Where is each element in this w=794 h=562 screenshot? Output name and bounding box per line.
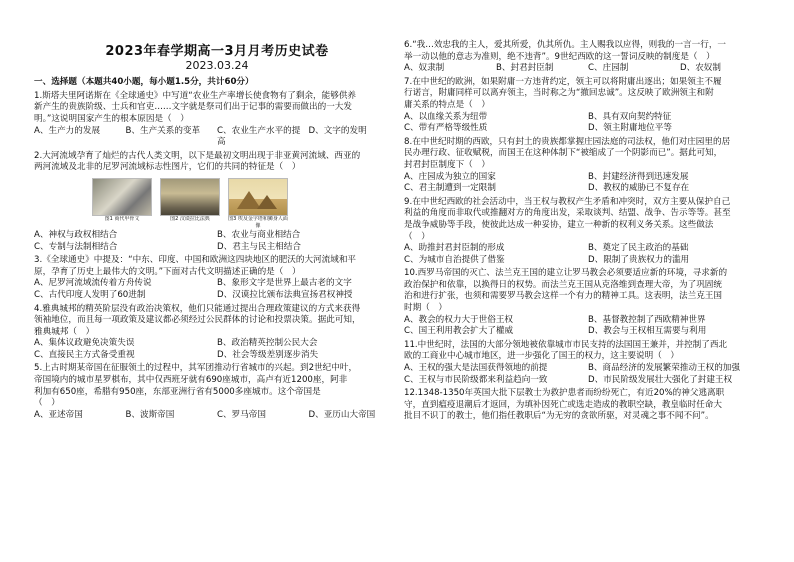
option-c: C、带有严格等级性质 [404, 123, 488, 134]
question-12 [404, 388, 772, 423]
option-a: A、教会的权力大于世俗王权 [404, 314, 514, 325]
options [34, 410, 400, 422]
question-text-line: 庸关系的特点是（ ） [404, 99, 490, 110]
option-c: C、农业生产水平的提高 [217, 125, 301, 148]
options [34, 230, 400, 253]
question-text-line: 欧的工商业中心城市地区，进一步强化了国王的权力，这主要说明（ ） [404, 351, 680, 362]
caption: 图1 商代甲骨文 [104, 215, 140, 222]
question-text-line: 举一动以他的意志为准则，绝不违背”。9世纪西欧的这一誓词反映的制度是（ ） [404, 51, 715, 62]
option-b: B、封建经济得到迅速发展 [588, 171, 689, 182]
option-b: B、象形文字是世界上最古老的文字 [217, 278, 352, 289]
section-heading: 一、选择题（本题共40小题，每小题1.5分，共计60分） [34, 77, 254, 88]
option-b: B、奠定了民主政治的基础 [588, 243, 689, 254]
question-text-line: 新产生的贵族阶级、士兵和官吏……文字就是祭司们出于记事的需要而做出的一大发 [34, 102, 352, 113]
options [34, 338, 400, 361]
question-text-line: 帝国境内的城市星罗棋布，其中仅西班牙就有690座城市，高卢有近1200座，阿非 [34, 375, 348, 386]
option-d: D、君主与民主相结合 [217, 241, 301, 252]
option-c: C、庄园制 [588, 63, 629, 74]
question-text-line: 10.西罗马帝国的灭亡、法兰克王国的建立让罗马教会必须要适应新的环境，寻求新的 [404, 268, 728, 279]
exam-title: 2023年春学期高一3月月考历史试卷 [105, 44, 329, 59]
option-b: B、农业与商业相结合 [217, 229, 301, 240]
question-2 [34, 151, 400, 253]
option-c: C、为城市自治提供了借鉴 [404, 254, 505, 265]
option-b: B、商品经济的发展繁荣推动王权的加强 [588, 363, 740, 374]
option-d: D、限制了贵族权力的滥用 [588, 254, 690, 265]
options [404, 363, 772, 386]
option-c: C、国王利用教会扩大了權威 [404, 326, 514, 337]
question-5 [34, 363, 400, 421]
question-text-line: 领袖地位，而且每一项政策及建议都必须经过公民群体的讨论和投票决策。据此可知， [34, 315, 361, 326]
question-text-line: 政治保护和依靠，以换得日的权势。而法兰克王国从克洛维到查理大帝，为了巩固统 [404, 279, 722, 290]
option-a: A、尼罗河流域流传着方舟传说 [34, 278, 152, 289]
option-b: B、具有双向契约特征 [588, 111, 672, 122]
question-7 [404, 77, 772, 135]
option-c: C、王权与市民阶级都来利益趋向一致 [404, 374, 548, 385]
question-3 [34, 255, 400, 301]
question-8 [404, 137, 772, 195]
question-text-line: 利益的角度而非取代或推翻对方的角度出发，采取谈判、结盟、战争、告示等等。甚至 [404, 208, 731, 219]
question-text-line: 原，孕育了历史上最伟大的文明。”下面对古代文明描述正确的是（ ） [34, 266, 301, 277]
option-a: A、庄园成为独立的国家 [404, 171, 496, 182]
option-b: B、政治精英控制公民大会 [217, 338, 318, 349]
question-text-line: 11.中世纪时，法国的大部分领地被依靠城市市民支持的法国国王兼并，并控制了西北 [404, 339, 728, 350]
image-captions [92, 216, 400, 230]
option-c: C、专制与法制相结合 [34, 241, 118, 252]
question-text-line: 2.大河流域孕育了灿烂的古代人类文明，以下是最初文明出现于非亚黄河流域、西亚的 [34, 150, 361, 161]
question-text-line: 时期（ ） [404, 303, 447, 314]
question-text-line: 9.在中世纪西欧的社会活动中，当王权与教权产生矛盾和冲突时，双方主要从保护自己 [404, 196, 731, 207]
option-c: C、君主制遭到一定限制 [404, 183, 496, 194]
question-text-line: 利加有650座，希腊有950座，东部亚洲行省有5000多座城市。这个帝国是 [34, 386, 321, 397]
option-d: D、社会等级差别逐步消失 [217, 349, 319, 360]
left-column [34, 0, 400, 421]
question-text-line: 是战争威胁等手段，使彼此达成一种妥协，建立一种新的权利义务关系。这些做法 [404, 219, 714, 230]
option-a: A、集体议政避免决策失误 [34, 338, 135, 349]
option-c: C、直接民主方式备受重视 [34, 349, 135, 360]
question-text-line: （ ） [404, 231, 430, 242]
option-a: A、生产力的发展 [34, 125, 101, 136]
options [404, 112, 772, 135]
exam-date: 2023.03.24 [185, 58, 249, 72]
options [34, 126, 400, 149]
option-c: C、古代印度人发明了60进制 [34, 289, 146, 300]
option-b: B、生产关系的变革 [125, 125, 201, 136]
question-text-line: 批目不识丁的教士，他们指任教职后“为无穷的贪欲所驱，对灵魂之事不闻不问”。 [404, 411, 714, 422]
question-11 [404, 340, 772, 386]
option-d: D、市民阶级发展壮大强化了封建王权 [588, 374, 733, 385]
question-text-line: 两河流域及北非的尼罗河流域标志性图片，它们的共同的特征是（ ） [34, 162, 301, 173]
image-row [92, 178, 400, 216]
question-6 [404, 40, 772, 75]
option-d: D、亚历山大帝国 [308, 409, 376, 420]
question-text-line: 6.“我…效忠我的主人，爱其所爱，仇其所仇。主人赐我以应得，则我的一言一行，一 [404, 40, 727, 50]
option-b: B、封君封臣制 [496, 63, 554, 74]
question-text-line: 4.雅典城邦的精英阶层没有政治决策权，他们只能通过提出合理政策建议的方式来获得 [34, 303, 361, 314]
question-text-line: 8.在中世纪时期的西欧，只有封土的贵族都掌握庄园法庭的司法权，他们对庄园里的居 [404, 136, 731, 147]
question-text-line: 12.1348-1350年英国大批下层教士为救护患者而纷纷死亡，有近20%的神父逃离职 [404, 388, 725, 399]
question-text-line: 1.斯塔夫里阿诺斯在《全球通史》中写道“农业生产率增长使食物有了剩余，能够供养 [34, 90, 357, 101]
question-text-line: 民办理行政、征收赋税，而国王在这种体制下“被缩成了一个阴影而已”。据此可知， [404, 148, 723, 159]
options [404, 315, 772, 338]
caption: 图3 埃及金字塔和狮身人面像 [228, 215, 288, 229]
options [404, 63, 772, 75]
option-a: A、助推封君封臣制的形成 [404, 243, 505, 254]
question-text-line: （ ） [34, 398, 60, 409]
option-d: D、教会与王权相互需要与利用 [588, 326, 707, 337]
pyramid-sphinx-image [228, 178, 288, 216]
option-a: A、亚述帝国 [34, 409, 83, 420]
option-b: B、波斯帝国 [125, 409, 175, 420]
question-text-line: 明。”这说明国家产生的根本原因是（ ） [34, 113, 189, 124]
options [34, 278, 400, 301]
option-a: A、奴隶制 [404, 63, 445, 74]
option-b: B、基督教控制了西欧精神世界 [588, 314, 706, 325]
question-10 [404, 268, 772, 338]
option-d: D、教权的威胁已不复存在 [588, 183, 690, 194]
question-text-line: 守，直到瘟疫退潮后才返回，为填补因死亡或选走造成的教职空缺，教皇临时任命大 [404, 399, 722, 410]
question-text-line: 行诺言，附庸同样可以离弃领主，当时称之为“撤回忠诚”。这反映了欧洲领主和附 [404, 88, 714, 99]
right-column [404, 38, 772, 423]
option-d: D、农奴制 [680, 63, 721, 74]
options [404, 243, 772, 266]
oracle-bone-image [92, 178, 152, 216]
question-text-line: 治和进行扩张，也须和需要罗马教会这样一个有力的精神工具。这表明，法兰克王国 [404, 291, 722, 302]
option-a: A、神权与政权相结合 [34, 229, 118, 240]
option-c: C、罗马帝国 [217, 409, 266, 420]
question-text-line: 5.上古时期某帝国在征服领土的过程中，其军团推动行省城市的兴起。到2世纪中叶， [34, 363, 358, 374]
options [404, 172, 772, 195]
question-text-line: 7.在中世纪的欧洲，如果附庸一方违背约定，领主可以将附庸出逐出；如果领主不履 [404, 76, 722, 87]
question-text-line: 封君封臣制度下（ ） [404, 159, 490, 170]
option-d: D、领主附庸地位平等 [588, 123, 672, 134]
caption: 图2 汉谟拉比法典 [170, 215, 210, 222]
question-9 [404, 197, 772, 267]
question-text-line: 3.《全球通史》中提及：“中东、印度、中国和欧洲这四块地区的肥沃的大河流域和平 [34, 255, 357, 266]
option-a: A、王权的强大是法国获得领地的前提 [404, 363, 548, 374]
question-text-line: 雅典城邦（ ） [34, 326, 95, 337]
question-4 [34, 304, 400, 362]
option-a: A、以血缘关系为纽带 [404, 111, 488, 122]
hammurabi-code-image [160, 178, 220, 216]
option-d: D、文字的发明 [308, 125, 367, 136]
option-d: D、汉谟拉比颁布法典宣扬君权神授 [217, 289, 353, 300]
question-1 [34, 91, 400, 149]
